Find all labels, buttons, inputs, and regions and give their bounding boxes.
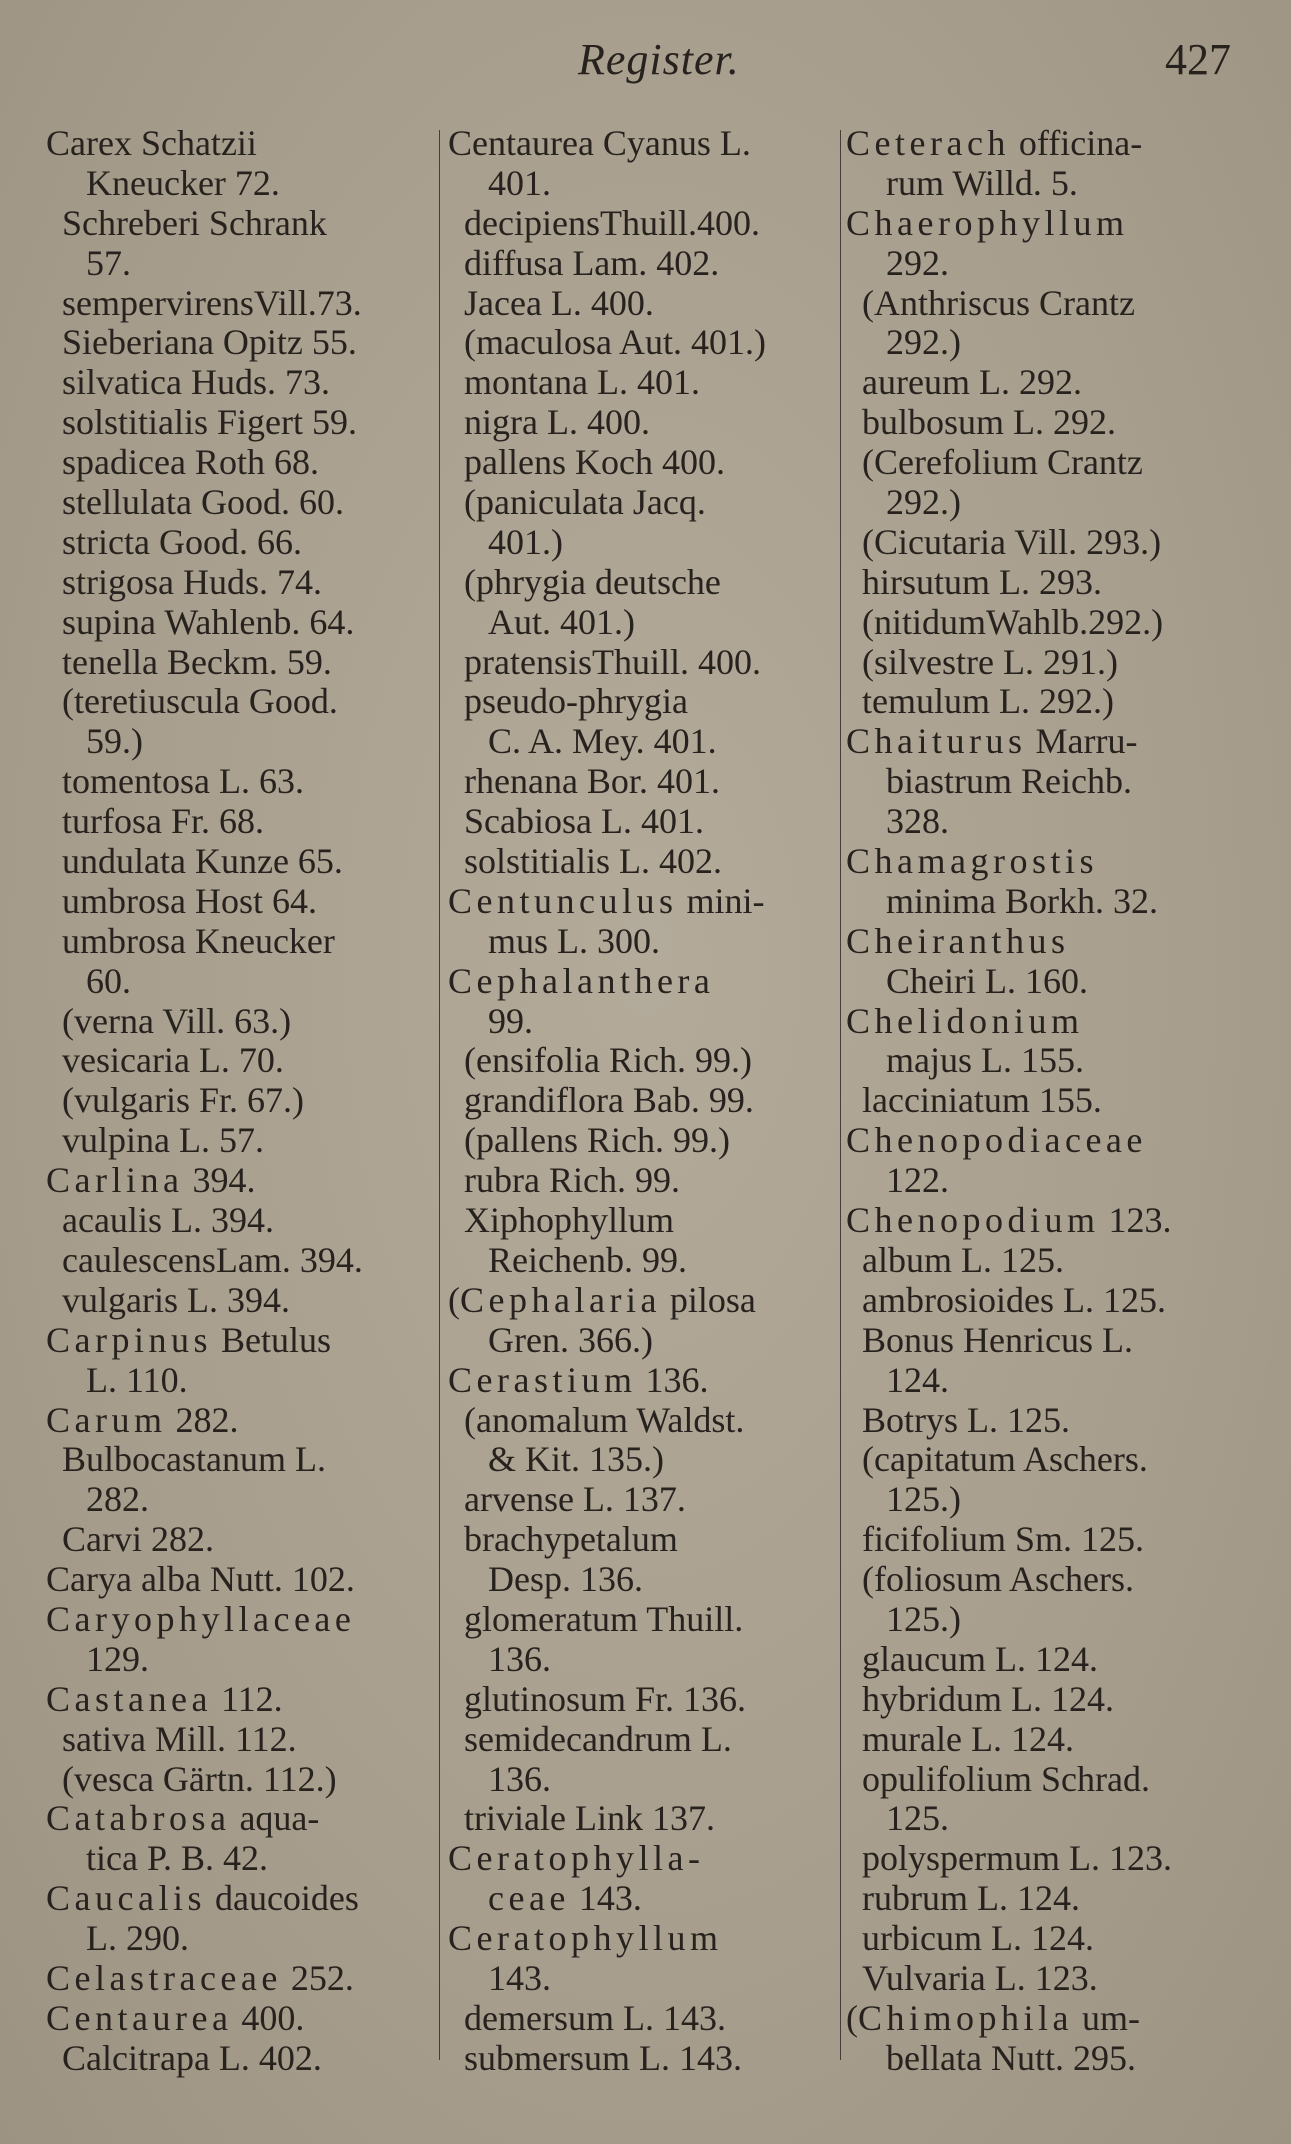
index-entry: umbrosa Host 64.: [62, 880, 317, 921]
index-entry: 292.: [886, 242, 949, 283]
index-entry: (nitidumWahlb.292.): [862, 601, 1164, 642]
index-entry: (anomalum Waldst.: [464, 1399, 745, 1440]
index-entry: pratensisThuill. 400.: [464, 641, 761, 682]
index-entry: 125.): [886, 1479, 961, 1520]
index-column-3: [846, 124, 1246, 2079]
index-entry: album L. 125.: [862, 1239, 1064, 1280]
index-entry: demersum L. 143.: [464, 1997, 726, 2038]
page-number: 427: [1165, 35, 1231, 84]
index-entry: sempervirensVill.73.: [62, 282, 362, 323]
index-heading-entry: Caryophyllaceae: [46, 1598, 356, 1639]
index-entry: sativa Mill. 112.: [62, 1718, 297, 1759]
index-entry: mus L. 300.: [488, 920, 661, 961]
index-entry: 292.): [886, 322, 961, 363]
column-divider: [840, 130, 841, 2060]
index-entry: murale L. 124.: [862, 1718, 1074, 1759]
index-entry: opulifolium Schrad.: [862, 1758, 1150, 1799]
index-entry: (verna Vill. 63.): [62, 1000, 292, 1041]
index-entry: (pallens Rich. 99.): [464, 1120, 730, 1161]
index-entry: vulpina L. 57.: [62, 1120, 264, 1161]
index-entry: aureum L. 292.: [862, 362, 1082, 403]
index-entry: tica P. B. 42.: [86, 1838, 269, 1879]
index-entry: lacciniatum 155.: [862, 1080, 1102, 1121]
index-entry: majus L. 155.: [886, 1040, 1084, 1081]
index-heading-entry: Carpinus Betulus: [46, 1319, 332, 1360]
index-entry: (teretiuscula Good.: [62, 681, 338, 722]
index-entry: (phrygia deutsche: [464, 561, 721, 602]
index-entry: Bonus Henricus L.: [862, 1319, 1133, 1360]
index-entry: Aut. 401.): [488, 601, 635, 642]
index-entry: urbicum L. 124.: [862, 1918, 1094, 1959]
index-entry: (paniculata Jacq.: [464, 482, 706, 523]
index-entry: 282.: [86, 1479, 149, 1520]
index-heading-entry: Centunculus mini-: [448, 880, 765, 921]
index-entry: 401.): [488, 521, 563, 562]
index-heading-entry: Ceterach officina-: [846, 123, 1143, 163]
index-entry: & Kit. 135.): [488, 1439, 664, 1480]
index-entry: hirsutum L. 293.: [862, 561, 1102, 602]
index-entry: ambrosioides L. 125.: [862, 1279, 1166, 1320]
index-heading-entry: Cheiranthus: [846, 920, 1070, 961]
index-column-2: [448, 124, 838, 2079]
index-entry: (vulgaris Fr. 67.): [62, 1080, 304, 1121]
index-entry: (silvestre L. 291.): [862, 641, 1118, 682]
index-entry: Scabiosa L. 401.: [464, 801, 704, 842]
index-entry: 99.: [488, 1000, 533, 1041]
index-entry: submersum L. 143.: [464, 2037, 742, 2078]
index-heading-entry: Chamagrostis: [846, 841, 1098, 882]
index-entry: (foliosum Aschers.: [862, 1559, 1134, 1600]
index-entry: (ensifolia Rich. 99.): [464, 1040, 752, 1081]
index-entry: 125.: [886, 1798, 949, 1839]
index-entry: tomentosa L. 63.: [62, 761, 304, 802]
index-entry: Cheiri L. 160.: [886, 960, 1088, 1001]
index-entry: stellulata Good. 60.: [62, 482, 344, 523]
index-entry: glaucum L. 124.: [862, 1638, 1098, 1679]
index-entry: Calcitrapa L. 402.: [62, 2037, 322, 2078]
index-entry: solstitialis Figert 59.: [62, 402, 358, 443]
index-heading-entry: Ceratophyllum: [448, 1918, 723, 1959]
index-heading-entry: Ceratophylla-: [448, 1838, 705, 1879]
index-heading-entry: Carya alba Nutt. 102.: [46, 1559, 355, 1600]
index-entry: grandiflora Bab. 99.: [464, 1080, 754, 1121]
index-column-1: [46, 124, 436, 2079]
index-entry: bellata Nutt. 295.: [886, 2037, 1136, 2078]
index-heading-entry: Cerastium 136.: [448, 1359, 709, 1400]
index-entry: rhenana Bor. 401.: [464, 761, 720, 802]
index-entry: 124.: [886, 1359, 949, 1400]
index-heading-entry: Celastraceae 252.: [46, 1957, 354, 1998]
index-entry: 292.): [886, 482, 961, 523]
index-heading-entry: Catabrosa aqua-: [46, 1798, 320, 1839]
index-entry: rubra Rich. 99.: [464, 1160, 680, 1201]
index-entry: (maculosa Aut. 401.): [464, 322, 766, 363]
index-entry: minima Borkh. 32.: [886, 880, 1158, 921]
index-heading-entry: Chenopodium 123.: [846, 1200, 1172, 1241]
index-entry: Xiphophyllum: [464, 1200, 675, 1241]
index-heading-entry: (Cephalaria pilosa: [448, 1279, 756, 1320]
index-entry: (Anthriscus Crantz: [862, 282, 1135, 323]
index-entry: montana L. 401.: [464, 362, 700, 403]
index-entry: solstitialis L. 402.: [464, 841, 723, 882]
index-heading-entry: Chelidonium: [846, 1000, 1084, 1041]
index-entry: stricta Good. 66.: [62, 521, 302, 562]
index-entry: silvatica Huds. 73.: [62, 362, 330, 403]
index-entry: brachypetalum: [464, 1519, 678, 1560]
index-heading-entry: Chenopodiaceae: [846, 1120, 1147, 1161]
index-entry: 129.: [86, 1638, 149, 1679]
index-heading-entry: Chaerophyllum: [846, 202, 1129, 243]
page-header: [0, 30, 1291, 90]
index-entry: 60.: [86, 960, 131, 1001]
index-entry: vulgaris L. 394.: [62, 1279, 290, 1320]
index-entry: Desp. 136.: [488, 1559, 643, 1600]
index-entry: nigra L. 400.: [464, 402, 650, 443]
index-entry: (Cicutaria Vill. 293.): [862, 521, 1162, 562]
index-entry: (vesca Gärtn. 112.): [62, 1758, 337, 1799]
index-heading-entry: Caucalis daucoides: [46, 1878, 359, 1919]
index-entry: L. 110.: [86, 1359, 188, 1400]
index-entry: Carvi 282.: [62, 1519, 214, 1560]
index-entry: bulbosum L. 292.: [862, 402, 1117, 443]
index-heading-entry: Castanea 112.: [46, 1678, 283, 1719]
index-entry: 57.: [86, 242, 131, 283]
index-entry: L. 290.: [86, 1918, 189, 1959]
index-entry: decipiensThuill.400.: [464, 202, 760, 243]
index-heading-entry: Centaurea Cyanus L.: [448, 123, 751, 163]
index-entry: undulata Kunze 65.: [62, 841, 343, 882]
index-entry: (capitatum Aschers.: [862, 1439, 1148, 1480]
index-entry: caulescensLam. 394.: [62, 1239, 363, 1280]
index-entry: umbrosa Kneucker: [62, 920, 335, 961]
index-entry: glomeratum Thuill.: [464, 1598, 744, 1639]
index-entry: turfosa Fr. 68.: [62, 801, 264, 842]
column-divider: [439, 130, 440, 2060]
index-heading-entry: (Chimophila um-: [846, 1997, 1140, 2038]
index-entry: glutinosum Fr. 136.: [464, 1678, 747, 1719]
index-entry: Sieberiana Opitz 55.: [62, 322, 357, 363]
index-entry: arvense L. 137.: [464, 1479, 686, 1520]
index-entry: spadicea Roth 68.: [62, 442, 319, 483]
index-entry: polyspermum L. 123.: [862, 1838, 1172, 1879]
index-entry: 401.: [488, 162, 551, 203]
index-entry: strigosa Huds. 74.: [62, 561, 322, 602]
index-entry: pallens Koch 400.: [464, 442, 725, 483]
index-entry: Bulbocastanum L.: [62, 1439, 326, 1480]
running-title: Register.: [578, 35, 740, 84]
index-entry: diffusa Lam. 402.: [464, 242, 720, 283]
index-entry: Jacea L. 400.: [464, 282, 654, 323]
index-heading-entry: Carex Schatzii: [46, 123, 257, 163]
index-heading-entry: Carlina 394.: [46, 1160, 256, 1201]
index-entry: 136.: [488, 1638, 551, 1679]
index-entry: Botrys L. 125.: [862, 1399, 1071, 1440]
index-heading-entry: Carum 282.: [46, 1399, 239, 1440]
index-entry: Kneucker 72.: [86, 162, 280, 203]
index-entry: rum Willd. 5.: [886, 162, 1078, 203]
index-heading-entry: Cephalanthera: [448, 960, 715, 1001]
index-entry: 122.: [886, 1160, 949, 1201]
index-entry: ceae 143.: [488, 1878, 642, 1919]
index-entry: 59.): [86, 721, 143, 762]
index-entry: temulum L. 292.): [862, 681, 1114, 722]
index-entry: 136.: [488, 1758, 551, 1799]
index-entry: semidecandrum L.: [464, 1718, 732, 1759]
index-entry: Vulvaria L. 123.: [862, 1957, 1098, 1998]
index-entry: pseudo-phrygia: [464, 681, 688, 722]
index-entry: rubrum L. 124.: [862, 1878, 1080, 1919]
index-entry: supina Wahlenb. 64.: [62, 601, 355, 642]
index-entry: Reichenb. 99.: [488, 1239, 687, 1280]
index-entry: hybridum L. 124.: [862, 1678, 1114, 1719]
index-entry: tenella Beckm. 59.: [62, 641, 332, 682]
index-entry: C. A. Mey. 401.: [488, 721, 717, 762]
index-entry: triviale Link 137.: [464, 1798, 715, 1839]
index-heading-entry: Centaurea 400.: [46, 1997, 305, 2038]
index-entry: 143.: [488, 1957, 551, 1998]
index-entry: 328.: [886, 801, 949, 842]
index-entry: ficifolium Sm. 125.: [862, 1519, 1144, 1560]
index-entry: Schreberi Schrank: [62, 202, 327, 243]
index-entry: biastrum Reichb.: [886, 761, 1132, 802]
index-heading-entry: Chaiturus Marru-: [846, 721, 1138, 762]
index-entry: 125.): [886, 1598, 961, 1639]
index-entry: (Cerefolium Crantz: [862, 442, 1143, 483]
index-entry: Gren. 366.): [488, 1319, 653, 1360]
index-entry: vesicaria L. 70.: [62, 1040, 284, 1081]
index-entry: acaulis L. 394.: [62, 1200, 274, 1241]
